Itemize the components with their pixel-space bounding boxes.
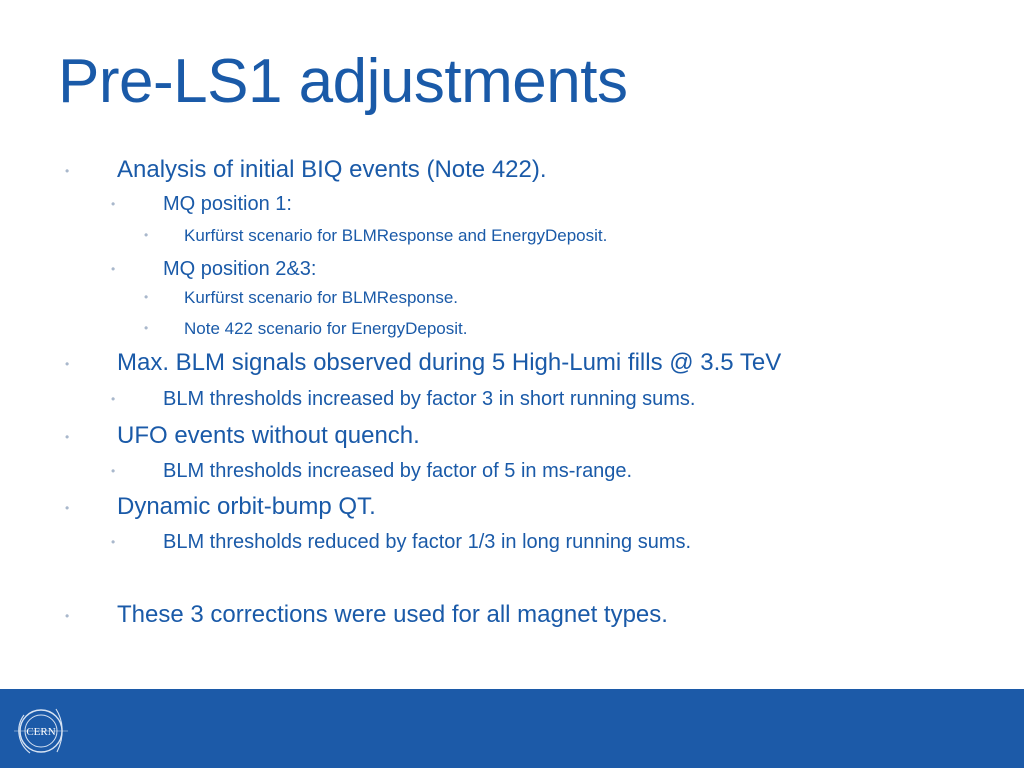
bullet-dot-icon: • (144, 290, 149, 304)
footer-bar (0, 689, 1024, 768)
bullet-level-3 (144, 287, 459, 309)
cern-logo-icon (10, 700, 72, 762)
bullet-level-2 (111, 256, 317, 282)
bullet-dot-icon: • (65, 164, 70, 178)
bullet-level-1 (65, 492, 376, 522)
bullet-level-3 (144, 318, 468, 340)
bullet-level-1 (65, 600, 668, 630)
bullet-dot-icon: • (65, 501, 70, 515)
bullet-level-2 (111, 458, 633, 484)
bullet-level-1 (65, 348, 782, 378)
logo-text: CERN (26, 726, 56, 738)
bullet-text: Kurfürst scenario for BLMResponse. (184, 288, 459, 307)
bullet-dot-icon: • (111, 464, 116, 478)
bullet-dot-icon: • (144, 321, 149, 335)
bullet-text: Note 422 scenario for EnergyDeposit. (184, 319, 468, 338)
bullet-dot-icon: • (65, 609, 70, 623)
bullet-text: MQ position 1: (163, 193, 292, 215)
bullet-text: BLM thresholds increased by factor 3 in short running sums. (163, 388, 696, 410)
bullet-level-1 (65, 421, 420, 451)
bullet-dot-icon: • (111, 535, 116, 549)
slide-title: Pre-LS1 adjustments (58, 47, 628, 116)
bullet-level-1 (65, 155, 547, 185)
bullet-text: These 3 corrections were used for all magnet types. (117, 601, 668, 628)
bullet-dot-icon: • (144, 228, 149, 242)
bullet-text: Dynamic orbit-bump QT. (117, 493, 376, 520)
bullet-level-2 (111, 529, 692, 555)
bullet-text: Analysis of initial BIQ events (Note 422). (117, 156, 547, 183)
bullet-dot-icon: • (65, 430, 70, 444)
bullet-text: Max. BLM signals observed during 5 High-Lumi fills @ 3.5 TeV (117, 349, 782, 376)
bullet-text: BLM thresholds increased by factor of 5 in ms-range. (163, 460, 633, 482)
bullet-dot-icon: • (111, 262, 116, 276)
bullet-text: BLM thresholds reduced by factor 1/3 in long running sums. (163, 531, 692, 553)
bullet-text: UFO events without quench. (117, 422, 420, 449)
bullet-text: MQ position 2&3: (163, 258, 317, 280)
bullet-dot-icon: • (111, 197, 116, 211)
bullet-dot-icon: • (65, 357, 70, 371)
bullet-level-2 (111, 386, 696, 412)
bullet-level-2 (111, 191, 292, 217)
bullet-level-3 (144, 225, 608, 247)
bullet-dot-icon: • (111, 392, 116, 406)
bullet-text: Kurfürst scenario for BLMResponse and EnergyDeposit. (184, 226, 608, 245)
